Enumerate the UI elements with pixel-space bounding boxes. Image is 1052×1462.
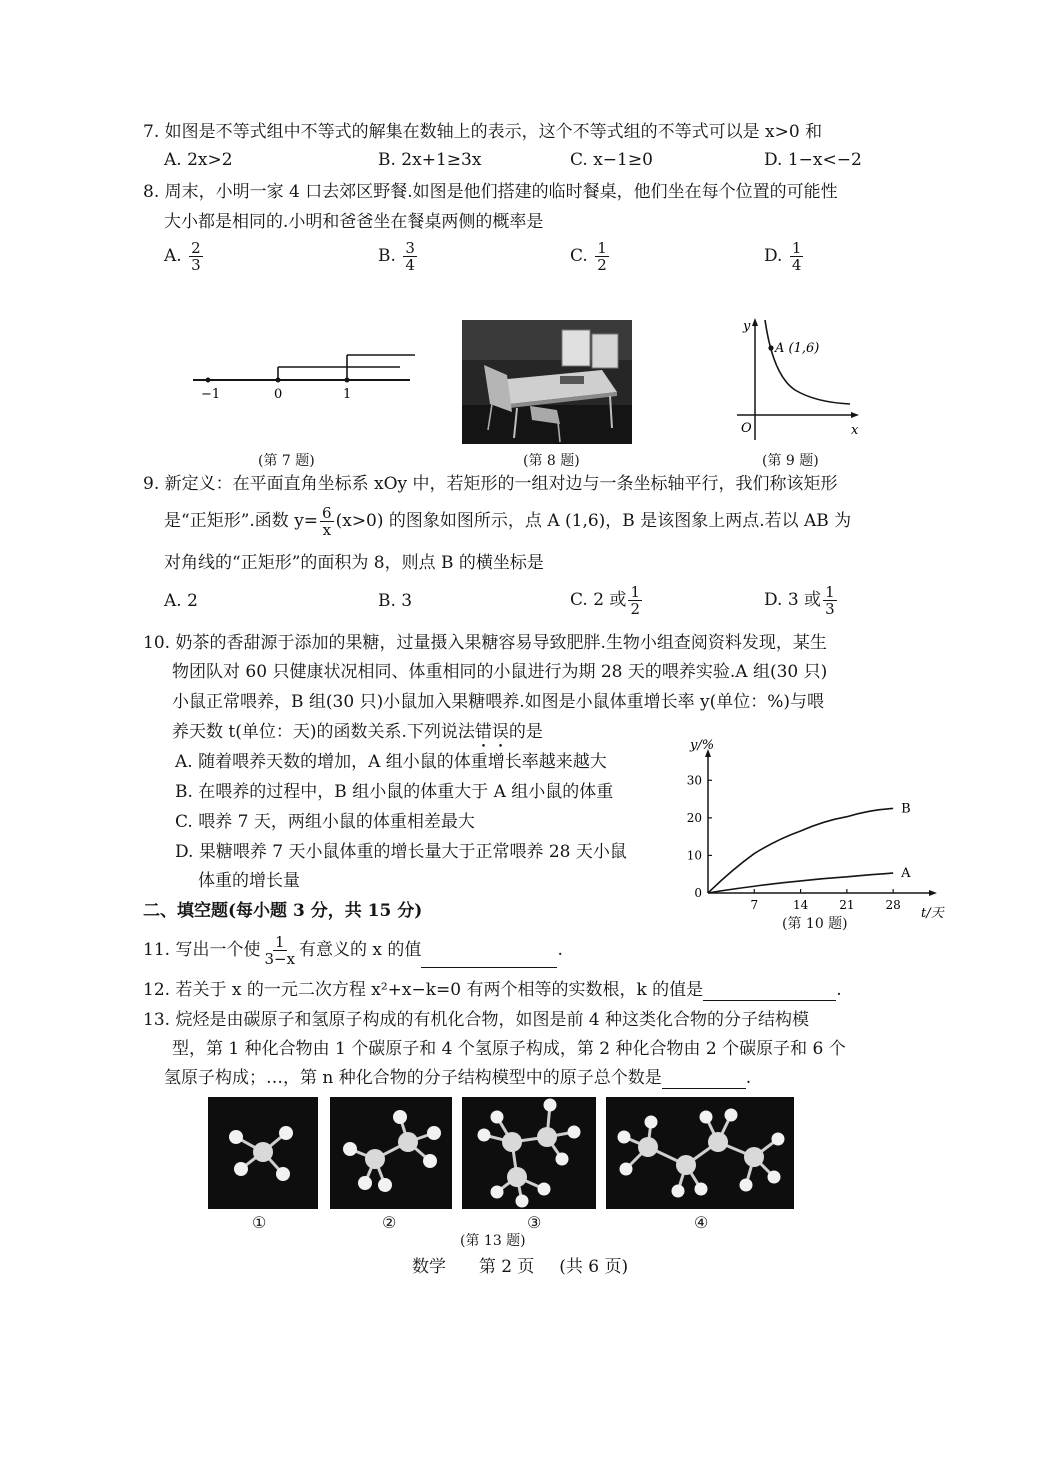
q9-line2: 是“正矩形”.函数 y= $\frac{6}{x}$ (x>0) 的图象如图所示，点 A (1,6)，B 是该图象上两点.若以 AB 为 [164,504,852,539]
y-tick-label: 10 [686,848,702,863]
q9-option-d: D. 3 或 $\frac{1}{3}$ [764,583,835,618]
q9-option-c: C. 2 或 $\frac{1}{2}$ [570,583,640,618]
q13-line3: 氢原子构成；…，第 n 种化合物的分子结构模型中的原子总个数是 . [164,1068,752,1088]
q8-option-b: B. $\frac{3}{4}$ [378,239,415,274]
molecule-label-2: ② [382,1213,397,1232]
fig10-caption: (第 10 题) [782,916,848,932]
q9-line1: 9. 新定义：在平面直角坐标系 xOy 中，若矩形的一组对边与一条坐标轴平行，我们称该矩形 [143,474,838,494]
q11-answer-blank[interactable] [421,933,557,968]
picnic-table-photo [462,320,632,444]
weight-growth-chart [680,738,950,921]
tick-label-0: 0 [274,387,283,402]
q10-line1: 10. 奶茶的香甜源于添加的果糖，过量摄入果糖容易导致肥胖.生物小组查阅资料发现，某生 [143,633,827,653]
y-tick-label: 20 [686,810,702,825]
x-axis-arrow [929,890,937,896]
series-label-B: B [901,801,911,817]
q10-option-b: B. 在喂养的过程中，B 组小鼠的体重大于 A 组小鼠的体重 [175,782,614,802]
x-axis-label: t/天 [921,906,944,921]
chart-axes [687,738,946,921]
q8-stem-line1: 8. 周末，小明一家 4 口去郊区野餐.如图是他们搭建的临时餐桌，他们坐在每个位置的可能性 [143,182,838,202]
footer-subject: 数学 [412,1257,446,1277]
molecule-model-3 [462,1097,596,1209]
q7-option-a: A. 2x>2 [164,150,233,170]
x-tick-label: 14 [792,898,809,912]
q13-line2: 型，第 1 种化合物由 1 个碳原子和 4 个氢原子构成，第 2 种化合物由 2 个碳原子和 6 个 [172,1039,846,1059]
fig9-caption: (第 9 题) [762,453,819,469]
q12-answer-blank[interactable] [703,980,836,1001]
section-fill-in-heading: 二、填空题(每小题 3 分，共 15 分) [143,901,423,921]
molecule-label-1: ① [252,1213,267,1232]
q10-option-a: A. 随着喂养天数的增加，A 组小鼠的体重增长率越来越大 [175,752,607,772]
q7-option-d: D. 1−x<−2 [764,150,862,170]
q8-option-a: A. $\frac{2}{3}$ [164,239,201,274]
q10-option-d-line1: D. 果糖喂养 7 天小鼠体重的增长量大于正常喂养 28 天小鼠 [175,842,627,862]
q7-option-b: B. 2x+1≥3x [378,150,482,170]
molecule-model-1 [208,1097,318,1209]
origin-label: O [741,421,752,436]
molecule-model-4 [606,1097,794,1209]
q8-stem-line2: 大小都是相同的.小明和爸爸坐在餐桌两侧的概率是 [164,212,544,232]
q9-option-a: A. 2 [164,591,198,611]
y-axis-label: y [743,319,751,334]
chart-marks [708,801,911,893]
q13-line1: 13. 烷烃是由碳原子和氢原子构成的有机化合物，如图是前 4 种这类化合物的分子结构模 [143,1010,810,1030]
molecule-model-2 [330,1097,452,1209]
fig13-caption: (第 13 题) [460,1233,526,1249]
point-a-label: A (1,6) [775,341,820,356]
q11-line: 11. 写出一个使 $\frac{1}{3-x}$ 有意义的 x 的值 . [143,933,563,968]
q10-option-c: C. 喂养 7 天，两组小鼠的体重相差最大 [175,812,475,832]
q10-line2: 物团队对 60 只健康状况相同、体重相同的小鼠进行为期 28 天的喂养实验.A 组(30 只) [172,662,828,682]
molecule-label-4: ④ [694,1213,709,1232]
molecule-label-3: ③ [527,1213,542,1232]
y-tick-label: 0 [694,886,702,900]
y-axis-label: y/% [690,738,715,753]
x-tick-label: 21 [839,898,855,912]
q10-option-d-line2: 体重的增长量 [198,871,300,891]
x-tick-label: 7 [750,898,759,912]
footer [412,1252,628,1277]
footer-total: (共 6 页) [559,1257,629,1277]
q8-option-d: D. $\frac{1}{4}$ [764,239,802,274]
fig8-caption: (第 8 题) [523,453,580,469]
fig7-caption: (第 7 题) [258,453,315,469]
tick-label-1: 1 [343,387,352,402]
number-line-figure [185,345,425,410]
tick-label-neg1: −1 [201,387,221,402]
q9-line3: 对角线的“正矩形”的面积为 8，则点 B 的横坐标是 [164,553,544,573]
q7-stem: 7. 如图是不等式组中不等式的解集在数轴上的表示，这个不等式组的不等式可以是 x>0 和 [143,122,823,142]
q12-line: 12. 若关于 x 的一元二次方程 x²+x−k=0 有两个相等的实数根，k 的值是 . [143,980,842,1000]
q10-line3: 小鼠正常喂养，B 组(30 只)小鼠加入果糖喂养.如图是小鼠体重增长率 y(单位：%)与喂 [172,692,825,712]
q8-option-c: C. $\frac{1}{2}$ [570,239,607,274]
footer-page: 第 2 页 [478,1257,535,1277]
x-tick-label: 28 [885,898,901,912]
q10-line4: 养天数 t(单位：天)的函数关系.下列说法错误的是 [172,722,543,742]
q7-option-c: C. x−1≥0 [570,150,653,170]
q13-answer-blank[interactable] [662,1068,746,1089]
q9-option-b: B. 3 [378,591,413,611]
hyperbola-graph [725,315,865,445]
series-label-A: A [901,866,911,882]
y-tick-label: 30 [686,773,702,788]
x-axis-label: x [851,423,859,438]
